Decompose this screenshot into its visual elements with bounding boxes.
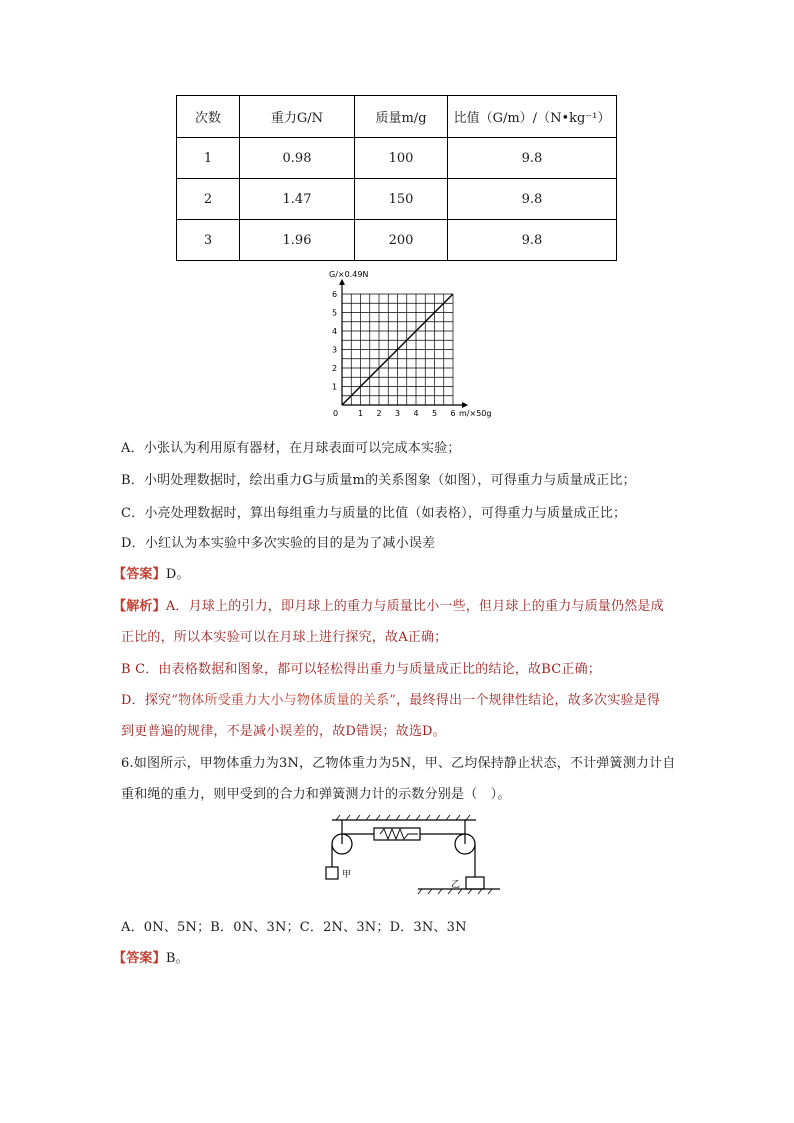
- analysis-line-3: B C．由表格数据和图象，都可以轻松得出重力与质量成正比的结论，故BC正确；: [121, 662, 601, 677]
- analysis-text: ，最终得出一个规律性结论，故多次实验是得: [396, 693, 661, 708]
- x-tick-label: 5: [432, 409, 438, 418]
- y-tick-label: 5: [332, 308, 338, 318]
- analysis-line-1: [113, 595, 664, 614]
- question-6-line-1: 6.如图所示，甲物体重力为3N，乙物体重力为5N，甲、乙均保持静止状态，不计弹簧测力计自: [121, 756, 676, 771]
- table-cell: 3: [177, 220, 240, 261]
- answer-tag: 【答案】: [113, 951, 166, 966]
- header-cell: 重力G/N: [240, 96, 355, 138]
- answer-value: B。: [165, 951, 189, 966]
- weight-jia: [326, 867, 338, 879]
- spring-coil: [380, 829, 418, 839]
- label-yi: 乙: [451, 880, 461, 890]
- analysis-quote: “物体所受重力大小与物体质量的关系”: [171, 693, 397, 708]
- header-cell: 比值（G/m）/（N•kg⁻¹）: [448, 96, 617, 138]
- option-d: D．小红认为本实验中多次实验的目的是为了减小误差: [121, 536, 436, 551]
- analysis-line-4: [121, 689, 660, 708]
- table-cell: 100: [355, 138, 448, 179]
- x-tick-label: 6: [450, 409, 456, 418]
- question-6-line-2: 重和绳的重力，则甲受到的合力和弹簧测力计的示数分别是（ ）。: [121, 787, 511, 802]
- data-table: [176, 95, 617, 261]
- table-cell: 1.47: [240, 179, 355, 220]
- y-tick-label: 3: [332, 345, 338, 355]
- label-jia: 甲: [342, 870, 352, 880]
- header-cell: 质量m/g: [355, 96, 448, 138]
- table-row: [177, 220, 617, 261]
- x-axis-label: m/×50g: [459, 409, 492, 418]
- table-cell: 1: [177, 138, 240, 179]
- y-tick-label: 4: [332, 327, 338, 336]
- y-tick-label: 1: [332, 382, 338, 392]
- answer-line-2: [113, 947, 189, 966]
- x-tick-label: 4: [413, 409, 419, 418]
- g-m-graph: [318, 264, 492, 426]
- table-cell: 9.8: [448, 138, 617, 179]
- table-row: [177, 138, 617, 179]
- option-a: A．小张认为利用原有器材，在月球表面可以完成本实验；: [121, 441, 461, 456]
- y-tick-label: 2: [332, 364, 338, 373]
- answer-line: [113, 563, 190, 582]
- table-cell: 150: [355, 179, 448, 220]
- answer-value: D。: [165, 567, 190, 582]
- y-axis-label: G/×0.49N: [329, 269, 369, 279]
- table-cell: 2: [177, 179, 240, 220]
- option-b: B．小明处理数据时，绘出重力G与质量m的关系图象（如图），可得重力与质量成正比；: [121, 473, 636, 488]
- y-axis-arrow: [339, 279, 345, 285]
- table-cell: 0.98: [240, 138, 355, 179]
- table-cell: 200: [355, 220, 448, 261]
- x-tick-label: 2: [376, 409, 382, 418]
- table-cell: 9.8: [448, 220, 617, 261]
- header-cell: 次数: [177, 96, 240, 138]
- origin-label: 0: [333, 409, 339, 418]
- block-yi: [466, 877, 484, 889]
- table-cell: 1.96: [240, 220, 355, 261]
- question-6-options: A．0N、5N；B．0N、3N；C．2N、3N；D．3N、3N: [121, 920, 467, 935]
- analysis-line-5: 到更普遍的规律，不是减小误差的，故D错误；故选D。: [121, 724, 446, 739]
- analysis-text: D．探究: [121, 693, 172, 708]
- pulley-diagram: [318, 810, 508, 896]
- answer-tag: 【答案】: [113, 567, 166, 582]
- x-tick-label: 1: [358, 409, 364, 418]
- x-tick-label: 3: [395, 409, 401, 418]
- table-cell: 9.8: [448, 179, 617, 220]
- x-axis-arrow: [462, 402, 468, 408]
- table-row: [177, 179, 617, 220]
- analysis-tag: 【解析】: [113, 599, 166, 614]
- y-tick-label: 6: [332, 290, 338, 299]
- analysis-text: A．月球上的引力，即月球上的重力与质量比小一些，但月球上的重力与质量仍然是成: [165, 599, 664, 614]
- analysis-line-2: 正比的，所以本实验可以在月球上进行探究，故A正确；: [121, 630, 448, 645]
- ceiling-hatch: [336, 815, 470, 820]
- table-header-row: [177, 96, 617, 138]
- option-c: C．小亮处理数据时，算出每组重力与质量的比值（如表格），可得重力与质量成正比；: [121, 506, 627, 521]
